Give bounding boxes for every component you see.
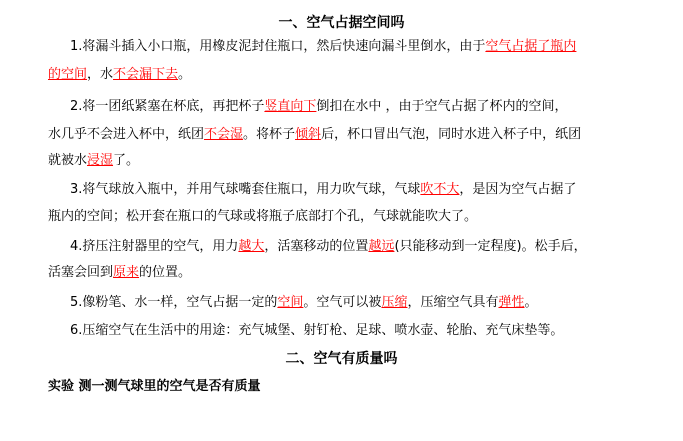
section2-title: 二、空气有质量吗 [285, 351, 398, 367]
item-4-line-1 [70, 238, 587, 256]
text-segment: ，水 [87, 67, 114, 82]
text-segment: 。空气可以被 [303, 295, 382, 310]
highlighted-answer: 倾斜 [295, 127, 322, 142]
item-3-line-1 [70, 181, 576, 199]
highlighted-answer: 越大 [238, 239, 265, 254]
text-segment: 的位置。 [139, 265, 192, 280]
item-5-line-1 [70, 294, 538, 312]
item-1-line-1 [70, 38, 576, 56]
item-6-line-1 [70, 322, 563, 340]
text-segment: 水几乎不会进入杯中，纸团 [48, 127, 205, 142]
text-segment: ，压缩空气具有 [407, 295, 499, 310]
item-3-line-2 [48, 208, 477, 226]
highlighted-answer: 弹性 [498, 295, 525, 310]
text-segment: (只能移动到一定程度)。松手后， [394, 239, 587, 254]
item-4-line-2 [48, 264, 191, 282]
highlighted-answer: 压缩 [381, 295, 408, 310]
highlighted-answer: 原来 [113, 265, 140, 280]
highlighted-answer: 不会湿 [204, 127, 244, 142]
highlighted-answer: 浸湿 [87, 153, 114, 168]
highlighted-answer: 不会漏下去 [113, 67, 179, 82]
section1-title: 一、空气占据空间吗 [278, 15, 405, 31]
text-segment: 5.像粉笔、水一样，空气占据一定的 [70, 295, 278, 310]
highlighted-answer: 空气占据了瓶内 [485, 39, 577, 54]
item-1-line-2 [48, 66, 191, 84]
text-segment: 。 [178, 67, 192, 82]
text-segment: 4.挤压注射器里的空气，用力 [70, 239, 239, 254]
item-2-line-3 [48, 152, 139, 170]
text-segment: 。将杯子 [243, 127, 296, 142]
text-segment: 6.压缩空气在生活中的用途：充气城堡、射钉枪、足球、喷水壶、轮胎、充气床垫等。 [70, 323, 564, 338]
experiment-heading: 实验 测一测气球里的空气是否有质量 [48, 379, 261, 394]
highlighted-answer: 越远 [368, 239, 395, 254]
text-segment: 就被水 [48, 153, 88, 168]
highlighted-answer: 竖直向下 [264, 99, 317, 114]
item-2-line-2 [48, 126, 581, 144]
text-segment: ，活塞移动的位置 [264, 239, 369, 254]
text-segment: ，是因为空气占据了 [459, 182, 577, 197]
text-segment: 1.将漏斗插入小口瓶，用橡皮泥封住瓶口，然后快速向漏斗里倒水，由于 [70, 39, 486, 54]
highlighted-answer: 的空间 [48, 67, 88, 82]
text-segment: 后，杯口冒出气泡，同时水进入杯子中，纸团 [321, 127, 582, 142]
text-segment: 了。 [113, 153, 140, 168]
item-2-line-1 [70, 98, 568, 116]
highlighted-answer: 空间 [277, 295, 304, 310]
text-segment: 瓶内的空间；松开套在瓶口的气球或将瓶子底部打个孔，气球就能吹大了。 [48, 209, 478, 224]
text-segment: 3.将气球放入瓶中，并用气球嘴套住瓶口，用力吹气球，气球 [70, 182, 421, 197]
highlighted-answer: 吹不大 [420, 182, 460, 197]
text-segment: 。 [524, 295, 538, 310]
text-segment: 倒扣在水中 ，由于空气占据了杯内的空间， [316, 99, 568, 114]
text-segment: 活塞会回到 [48, 265, 114, 280]
text-segment: 2.将一团纸紧塞在杯底，再把杯子 [70, 99, 265, 114]
